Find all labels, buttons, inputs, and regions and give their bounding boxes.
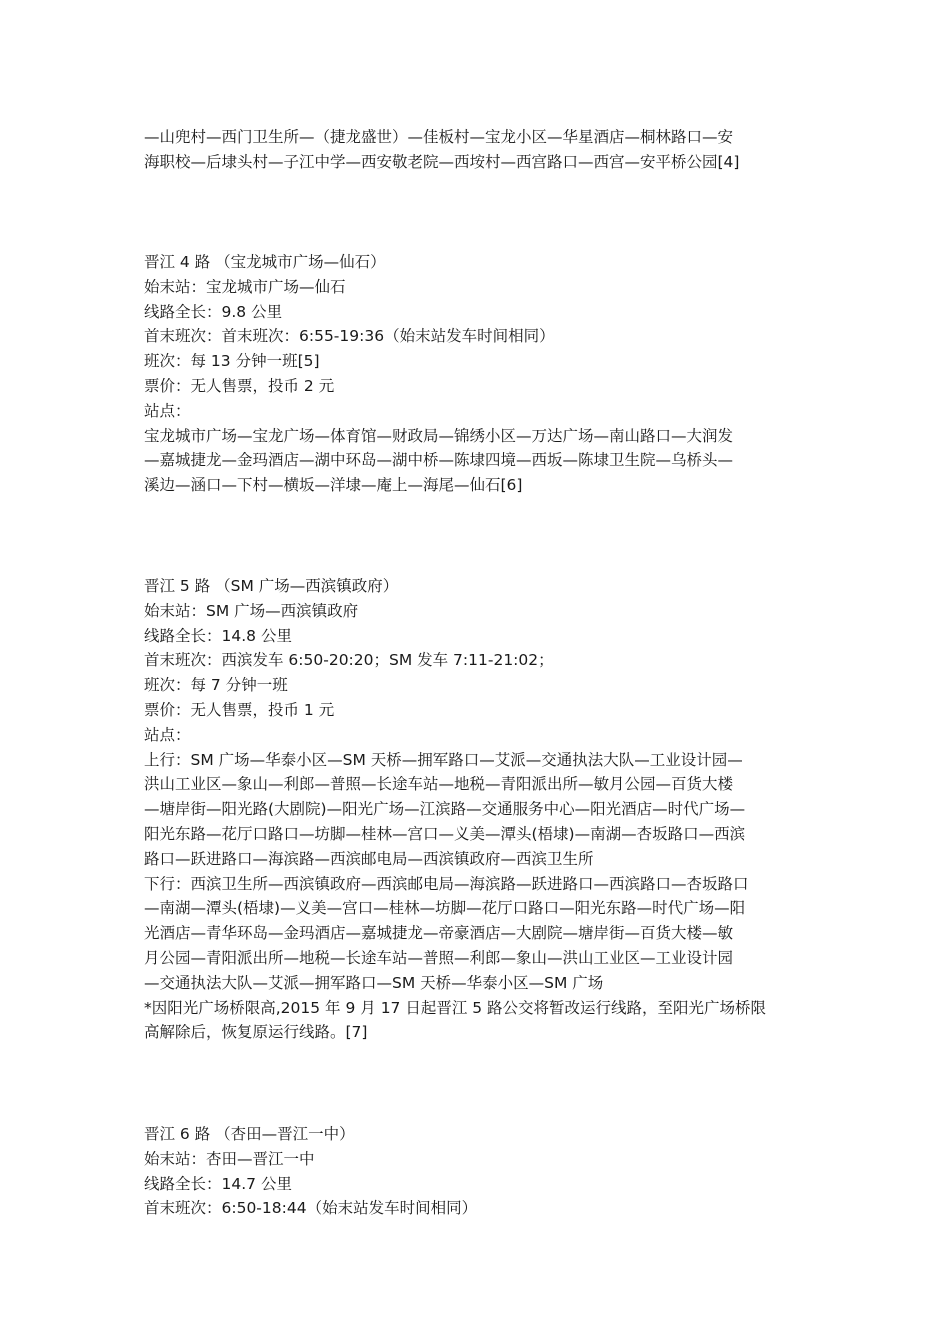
downbound-stops-line: 下行：西滨卫生所—西滨镇政府—西滨邮电局—海滨路—跃进路口—西滨路口—杏坂路口 xyxy=(144,874,749,893)
route-frequency: 班次：每 13 分钟一班[5] xyxy=(144,352,320,371)
upbound-stops-line: 上行：SM 广场—华泰小区—SM 天桥—拥军路口—艾派—交通执法大队—工业设计园— xyxy=(144,750,743,769)
route-title: 晋江 4 路 （宝龙城市广场—仙石） xyxy=(144,253,386,271)
route-schedule: 首末班次：首末班次：6:55-19:36（始末站发车时间相同） xyxy=(144,327,555,346)
route-note: *因阳光广场桥限高,2015 年 9 月 17 日起晋江 5 路公交将暂改运行线路，至阳光广场桥限 xyxy=(144,998,767,1017)
route-schedule: 首末班次：西滨发车 6:50-20:20；SM 发车 7:11-21:02； xyxy=(144,651,554,670)
route-schedule: 首末班次：6:50-18:44（始末站发车时间相同） xyxy=(144,1199,478,1218)
route-title: 晋江 5 路 （SM 广场—西滨镇政府） xyxy=(144,577,399,595)
downbound-stops-line: 月公园—青阳派出所—地税—长途车站—普照—利郎—象山—洪山工业区—工业设计园 xyxy=(144,948,734,967)
route-fare: 票价：无人售票，投币 2 元 xyxy=(144,376,335,395)
stops-label: 站点： xyxy=(144,725,191,744)
stops-line: —山兜村—西门卫生所—（捷龙盛世）—佳板村—宝龙小区—华星酒店—桐林路口—安 xyxy=(144,128,734,146)
route5-section xyxy=(144,574,812,1045)
route-fare: 票价：无人售票，投币 1 元 xyxy=(144,700,335,719)
upbound-stops-line: 路口—跃进路口—海滨路—西滨邮电局—西滨镇政府—西滨卫生所 xyxy=(144,849,594,868)
stops-line: —嘉城捷龙—金玛酒店—湖中环岛—湖中桥—陈埭四境—西坂—陈埭卫生院—乌桥头— xyxy=(144,451,734,470)
route-length: 线路全长：14.8 公里 xyxy=(144,626,292,645)
downbound-stops-line: —交通执法大队—艾派—拥军路口—SM 天桥—华泰小区—SM 广场 xyxy=(144,973,604,992)
route-note: 高解除后，恢复原运行线路。[7] xyxy=(144,1023,368,1042)
route-frequency: 班次：每 7 分钟一班 xyxy=(144,676,288,695)
downbound-stops-line: 光酒店—青华环岛—金玛酒店—嘉城捷龙—帝豪酒店—大剧院—塘岸街—百货大楼—敏 xyxy=(144,924,734,943)
route6-section xyxy=(144,1122,812,1221)
upbound-stops-line: 洪山工业区—象山—利郎—普照—长途车站—地税—青阳派出所—敏月公园—百货大楼 xyxy=(144,775,734,794)
upbound-stops-line: 阳光东路—花厅口路口—坊脚—桂林—宫口—义美—潭头(梧埭)—南湖—杏坂路口—西滨 xyxy=(144,824,746,843)
route4-section xyxy=(144,250,812,498)
upbound-stops-line: —塘岸街—阳光路(大剧院)—阳光广场—江滨路—交通服务中心—阳光酒店—时代广场— xyxy=(144,800,746,819)
route-length: 线路全长：14.7 公里 xyxy=(144,1174,292,1193)
stops-line: 海职校—后埭头村—子江中学—西安敬老院—西垵村—西宫路口—西宫—安平桥公园[4] xyxy=(144,152,740,171)
route-terminals: 始末站：宝龙城市广场—仙石 xyxy=(144,277,346,296)
stops-line: 溪边—涵口—下村—横坂—洋埭—庵上—海尾—仙石[6] xyxy=(144,476,523,495)
route-terminals: 始末站：杏田—晋江一中 xyxy=(144,1149,315,1168)
route-length: 线路全长：9.8 公里 xyxy=(144,302,283,321)
route3-stops-continuation xyxy=(144,125,812,175)
downbound-stops-line: —南湖—潭头(梧埭)—义美—宫口—桂林—坊脚—花厅口路口—阳光东路—时代广场—阳 xyxy=(144,899,746,918)
route-terminals: 始末站：SM 广场—西滨镇政府 xyxy=(144,601,359,620)
stops-line: 宝龙城市广场—宝龙广场—体育馆—财政局—锦绣小区—万达广场—南山路口—大润发 xyxy=(144,426,734,445)
stops-label: 站点： xyxy=(144,401,191,420)
route-title: 晋江 6 路 （杏田—晋江一中） xyxy=(144,1125,355,1143)
